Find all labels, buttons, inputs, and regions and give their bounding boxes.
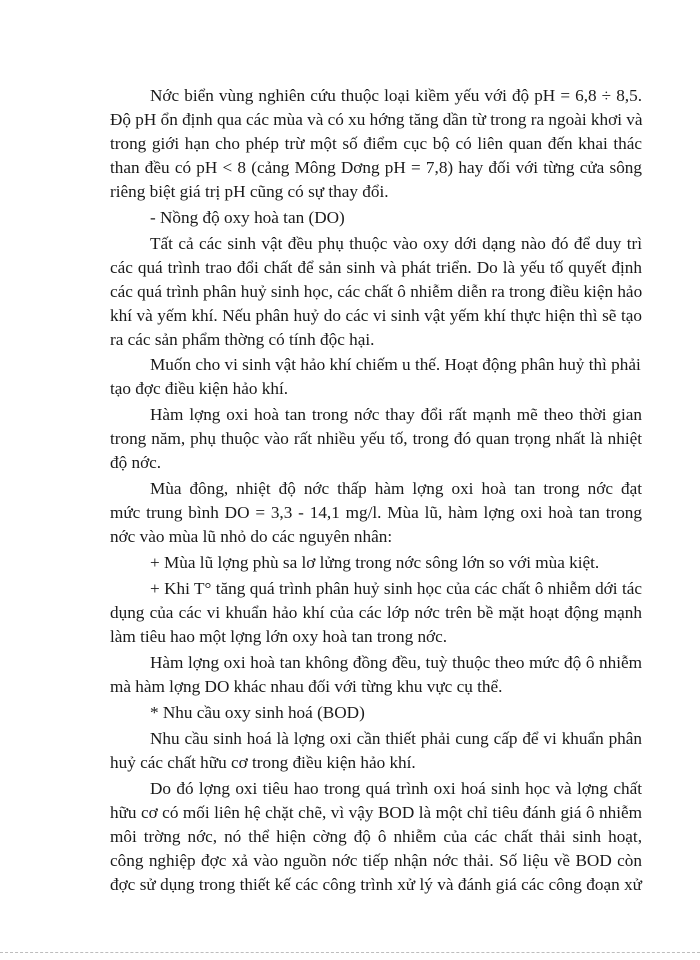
text-line: ra các sản phẩm thờng có tính độc hại. bbox=[110, 330, 375, 349]
text-line: Mùa đông, nhiệt độ nớc thấp hàm lợng oxi hoà tan trong nớc đạt bbox=[150, 479, 642, 498]
text-line: + Khi T° tăng quá trình phân huỷ sinh học của các chất ô nhiễm dới tác bbox=[150, 579, 642, 598]
text-line: Tất cả các sinh vật đều phụ thuộc vào oxy dới dạng nào đó để duy trì bbox=[150, 234, 642, 253]
text-line: Nớc biển vùng nghiên cứu thuộc loại kiềm yếu với độ pH = 6,8 ÷ 8,5. bbox=[150, 86, 642, 105]
text-line: Hàm lợng oxi hoà tan không đồng đều, tuỳ thuộc theo mức độ ô nhiễm bbox=[150, 653, 642, 672]
text-line: trong giới hạn cho phép trừ một số điểm cục bộ có liên quan đến khai thác bbox=[110, 134, 642, 153]
text-line: Nhu cầu sinh hoá là lợng oxi cần thiết phải cung cấp để vi khuẩn phân bbox=[150, 729, 642, 748]
text-line: tạo đợc điều kiện hảo khí. bbox=[110, 379, 289, 398]
text-line: khí và yếm khí. Nếu phân huỷ do các vi sinh vật yếm khí thực hiện thì sẽ tạo bbox=[110, 306, 642, 325]
section-heading: - Nồng độ oxy hoà tan (DO) bbox=[150, 208, 345, 227]
text-line: mà hàm lợng DO khác nhau đối với từng khu vực cụ thể. bbox=[110, 677, 503, 696]
text-line: đợc sử dụng trong thiết kế các công trình xử lý và đánh giá các công đoạn xử bbox=[110, 875, 642, 894]
text-line: công nghiệp đợc xả vào nguồn nớc tiếp nhận nớc thải. Số liệu về BOD còn bbox=[110, 851, 642, 870]
text-line: trong năm, phụ thuộc vào rất nhiều yếu tố, trong đó quan trọng nhất là nhiệt bbox=[110, 429, 642, 448]
text-line: dụng của các vi khuẩn hảo khí của các lớp nớc trên bề mặt hoạt động mạnh bbox=[110, 603, 642, 622]
text-line: độ nớc. bbox=[110, 453, 162, 472]
text-line: Muốn cho vi sinh vật hảo khí chiếm u thế. Hoạt động phân huỷ thì phải bbox=[150, 355, 641, 374]
text-line: Hàm lợng oxi hoà tan trong nớc thay đổi rất mạnh mẽ theo thời gian bbox=[150, 405, 642, 424]
text-line: nớc vào mùa lũ nhỏ do các nguyên nhân: bbox=[110, 527, 393, 546]
text-line: các quá trình phân huỷ sinh học, các chất ô nhiễm diễn ra trong điều kiện hảo bbox=[110, 282, 643, 301]
text-line: riêng biệt giá trị pH cũng có sự thay đổi. bbox=[110, 182, 389, 201]
text-line: Do đó lợng oxi tiêu hao trong quá trình oxi hoá sinh học và lợng chất bbox=[150, 779, 642, 798]
text-line: làm tiêu hao một lợng lớn oxy hoà tan trong nớc. bbox=[110, 627, 448, 646]
text-line: các quá trình trao đổi chất để sản sinh và phát triển. Do là yếu tố quyết định bbox=[110, 258, 642, 277]
section-heading: * Nhu cầu oxy sinh hoá (BOD) bbox=[150, 703, 365, 722]
text-line: mức trung bình DO = 3,3 - 14,1 mg/l. Mùa lũ, hàm lợng oxi hoà tan trong bbox=[110, 503, 642, 522]
text-line: môi trờng nớc, nó thể hiện cờng độ ô nhiễm của các chất thải sinh hoạt, bbox=[110, 827, 642, 846]
text-line: hữu cơ có mối liên hệ chặt chẽ, vì vậy BOD là một chỉ tiêu đánh giá ô nhiễm bbox=[110, 803, 642, 822]
page-bottom-divider bbox=[0, 952, 700, 953]
text-line: than đều có pH < 8 (cảng Mông Dơng pH = 7,8) hay đối với từng cửa sông bbox=[110, 158, 642, 177]
text-line: Độ pH ổn định qua các mùa và có xu hớng tăng dần từ trong ra ngoài khơi và bbox=[110, 110, 643, 129]
text-line: + Mùa lũ lợng phù sa lơ lửng trong nớc sông lớn so với mùa kiệt. bbox=[150, 553, 600, 572]
text-line: huỷ các chất hữu cơ trong điều kiện hảo khí. bbox=[110, 753, 416, 772]
